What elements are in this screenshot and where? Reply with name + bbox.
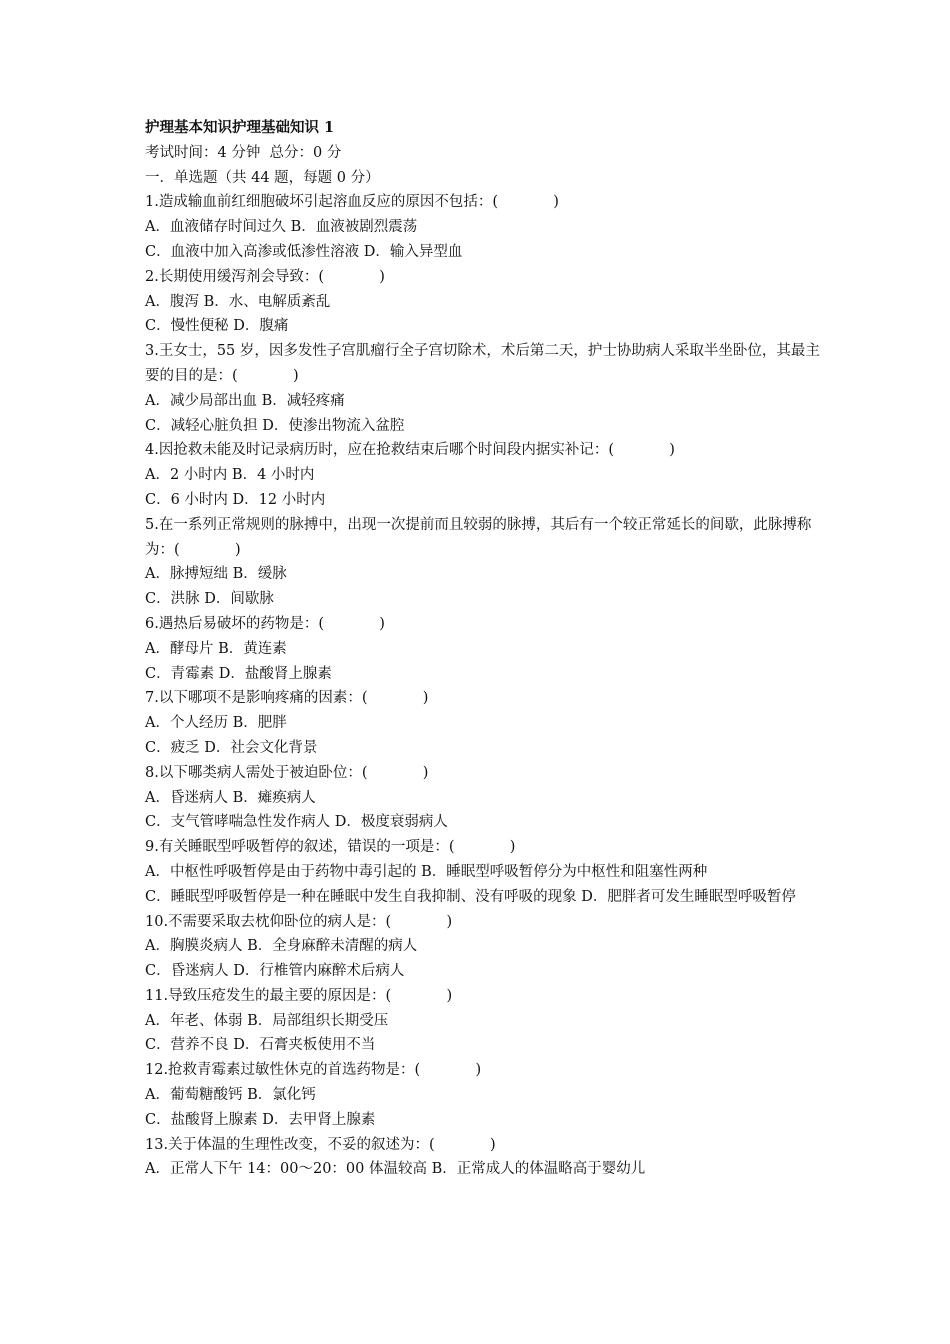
question-item — [145, 910, 825, 984]
option-row: C．6 小时内 D．12 小时内 — [145, 491, 326, 508]
question-item — [145, 1133, 825, 1183]
question-text: 4.因抢救未能及时记录病历时，应在抢救结束后哪个时间段内据实补记：( ) — [145, 442, 675, 459]
option-row: A．脉搏短绌 B．缓脉 — [145, 566, 287, 583]
question-item — [145, 761, 825, 835]
question-item — [145, 190, 825, 264]
question-text: 1.造成输血前红细胞破坏引起溶血反应的原因不包括：( ) — [145, 194, 559, 211]
option-row: C．血液中加入高渗或低渗性溶液 D．输入异型血 — [145, 243, 463, 260]
question-item — [145, 984, 825, 1058]
option-row: A．酵母片 B．黄连素 — [145, 640, 287, 657]
question-item — [145, 339, 825, 438]
document-title: 护理基本知识护理基础知识 1 — [145, 119, 335, 136]
question-text: 13.关于体温的生理性改变，不妥的叙述为：( ) — [145, 1136, 496, 1153]
option-row: C．支气管哮喘急性发作病人 D．极度衰弱病人 — [145, 814, 448, 831]
option-row: A．中枢性呼吸暂停是由于药物中毒引起的 B．睡眠型呼吸暂停分为中枢性和阻塞性两种 — [145, 863, 708, 880]
question-text: 10.不需要采取去枕仰卧位的病人是：( ) — [145, 913, 453, 930]
section-heading: 一．单选题（共 44 题，每题 0 分） — [145, 169, 380, 186]
question-text: 12.抢救青霉素过敏性休克的首选药物是：( ) — [145, 1062, 482, 1079]
document-page — [145, 116, 825, 1182]
option-row: A．昏迷病人 B．瘫痪病人 — [145, 789, 316, 806]
option-row: C．减轻心脏负担 D．使渗出物流入盆腔 — [145, 417, 405, 434]
question-text: 8.以下哪类病人需处于被迫卧位：( ) — [145, 764, 429, 781]
question-item — [145, 1058, 825, 1132]
option-row: A．减少局部出血 B．减轻疼痛 — [145, 392, 345, 409]
option-row: C．洪脉 D．间歇脉 — [145, 591, 274, 608]
question-item — [145, 835, 825, 909]
question-list — [145, 190, 825, 1182]
question-item — [145, 438, 825, 512]
option-row: C．营养不良 D．石膏夹板使用不当 — [145, 1037, 376, 1054]
question-item — [145, 612, 825, 686]
option-row: A．胸膜炎病人 B．全身麻醉未清醒的病人 — [145, 938, 418, 955]
question-item — [145, 513, 825, 612]
exam-info: 考试时间：4 分钟 总分：0 分 — [145, 144, 342, 161]
option-row: A．葡萄糖酸钙 B．氯化钙 — [145, 1087, 316, 1104]
option-row: A．血液储存时间过久 B．血液被剧烈震荡 — [145, 219, 418, 236]
option-row: A．正常人下午 14：00～20：00 体温较高 B．正常成人的体温略高于婴幼儿 — [145, 1161, 646, 1178]
question-item — [145, 265, 825, 339]
option-row: A．腹泻 B．水、电解质紊乱 — [145, 293, 331, 310]
option-row: C．盐酸肾上腺素 D．去甲肾上腺素 — [145, 1111, 376, 1128]
option-row: A．个人经历 B．肥胖 — [145, 715, 287, 732]
question-text: 6.遇热后易破坏的药物是：( ) — [145, 615, 385, 632]
option-row: C．昏迷病人 D．行椎管内麻醉术后病人 — [145, 963, 405, 980]
option-row: C．慢性便秘 D．腹痛 — [145, 318, 289, 335]
question-text: 2.长期使用缓泻剂会导致：( ) — [145, 268, 385, 285]
question-item — [145, 686, 825, 760]
option-row: A．年老、体弱 B．局部组织长期受压 — [145, 1012, 389, 1029]
question-text: 7.以下哪项不是影响疼痛的因素：( ) — [145, 690, 429, 707]
question-text: 3.王女士，55 岁，因多发性子宫肌瘤行全子宫切除术，术后第二天，护士协助病人采取半坐卧位，其最主要的目的是：( ) — [145, 343, 820, 384]
question-text: 11.导致压疮发生的最主要的原因是：( ) — [145, 987, 453, 1004]
question-text: 9.有关睡眠型呼吸暂停的叙述，错误的一项是：( ) — [145, 839, 516, 856]
option-row: C．睡眠型呼吸暂停是一种在睡眠中发生自我抑制、没有呼吸的现象 D．肥胖者可发生睡眠型呼吸暂停 — [145, 888, 796, 905]
option-row: C．疲乏 D．社会文化背景 — [145, 739, 318, 756]
option-row: A．2 小时内 B．4 小时内 — [145, 467, 315, 484]
question-text: 5.在一系列正常规则的脉搏中，出现一次提前而且较弱的脉搏，其后有一个较正常延长的间歇，此脉搏称为：( ) — [145, 516, 812, 558]
option-row: C．青霉素 D．盐酸肾上腺素 — [145, 665, 332, 682]
